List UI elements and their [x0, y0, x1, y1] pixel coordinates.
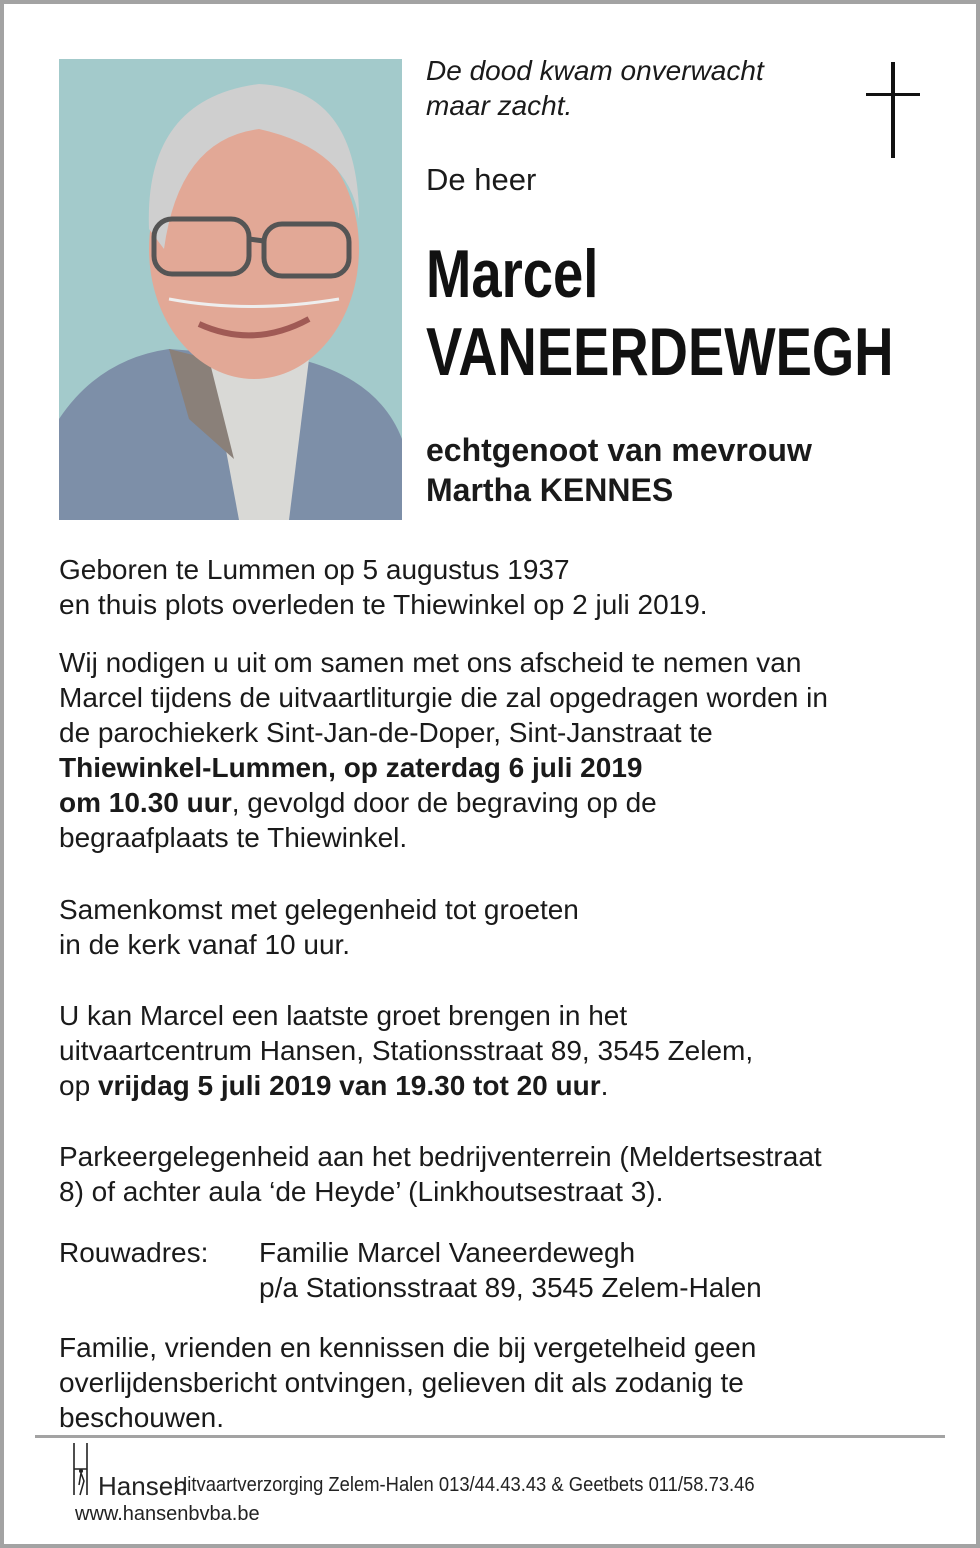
funeral-invite-paragraph [59, 645, 828, 855]
cross-icon [891, 62, 895, 158]
text-line: , gevolgd door de begraving op de [231, 787, 657, 818]
footer-website-link[interactable]: www.hansenbvba.be [75, 1503, 260, 1525]
footer-divider [35, 1435, 945, 1438]
cross-icon-bar [866, 93, 920, 96]
quote-line: maar zacht. [426, 90, 573, 121]
last-name: VANEERDEWEGH [426, 314, 894, 390]
funeral-date: Thiewinkel-Lummen, op zaterdag 6 juli 2019 [59, 752, 643, 783]
text-line: Samenkomst met gelegenheid tot groeten [59, 894, 579, 925]
text-line: de parochiekerk Sint-Jan-de-Doper, Sint-Janstraat te [59, 717, 713, 748]
footer-contact: Uitvaartverzorging Zelem-Halen 013/44.43.43 & Geetbets 011/58.73.46 [174, 1474, 755, 1496]
text-line: beschouwen. [59, 1402, 225, 1433]
text-line: 8) of achter aula ‘de Heyde’ (Linkhoutsestraat 3). [59, 1176, 664, 1207]
text-line: op [59, 1070, 98, 1101]
parking-paragraph [59, 1139, 822, 1209]
text-line: en thuis plots overleden te Thiewinkel op 2 juli 2019. [59, 589, 708, 620]
quote-line: De dood kwam onverwacht [426, 55, 764, 86]
birth-death-paragraph [59, 552, 708, 622]
text-line: U kan Marcel een laatste groet brengen in het [59, 1000, 628, 1031]
spouse [426, 430, 812, 510]
visitation-date: vrijdag 5 juli 2019 van 19.30 tot 20 uur [97, 1070, 601, 1101]
visitation-paragraph [59, 998, 753, 1103]
text-line: begraafplaats te Thiewinkel. [59, 822, 408, 853]
footer-brand: Hansen [98, 1471, 188, 1501]
text-line: Marcel tijdens de uitvaartliturgie die zal opgedragen worden in [59, 682, 828, 713]
spouse-line: echtgenoot van mevrouw [426, 432, 812, 468]
funeral-time: om 10.30 uur [59, 787, 232, 818]
portrait-photo [59, 59, 402, 520]
mourning-address [259, 1235, 762, 1305]
text-line: overlijdensbericht ontvingen, gelieven dit als zodanig te [59, 1367, 744, 1398]
gathering-paragraph [59, 892, 579, 962]
quote [426, 53, 764, 123]
text-line: Geboren te Lummen op 5 augustus 1937 [59, 554, 570, 585]
first-name: Marcel [426, 236, 599, 312]
spouse-name: Martha KENNES [426, 472, 674, 508]
text-line: Familie Marcel Vaneerdewegh [259, 1237, 636, 1268]
text-line: uitvaartcentrum Hansen, Stationsstraat 89, 3545 Zelem, [59, 1035, 754, 1066]
honorific: De heer [426, 162, 537, 197]
text-line: p/a Stationsstraat 89, 3545 Zelem-Halen [259, 1272, 762, 1303]
text-line: Familie, vrienden en kennissen die bij vergetelheid geen [59, 1332, 757, 1363]
closing-paragraph [59, 1330, 756, 1435]
text-line: Parkeergelegenheid aan het bedrijventerrein (Meldertsestraat [59, 1141, 822, 1172]
address-label: Rouwadres: [59, 1237, 209, 1268]
text-line: Wij nodigen u uit om samen met ons afscheid te nemen van [59, 647, 802, 678]
text-line: . [600, 1070, 609, 1101]
text-line: in de kerk vanaf 10 uur. [59, 929, 351, 960]
